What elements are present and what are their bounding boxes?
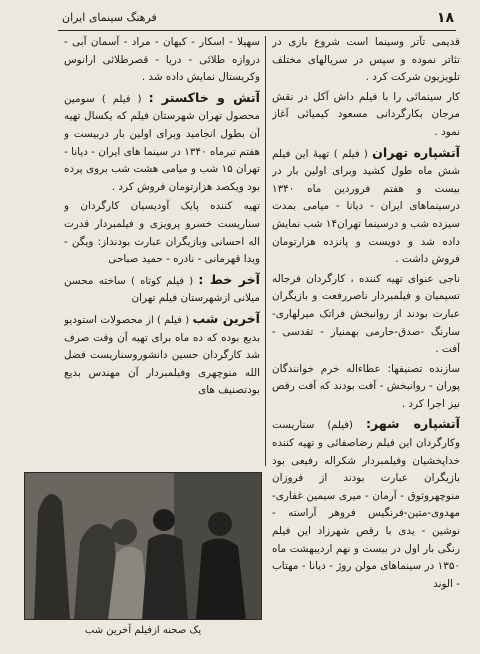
column-left — [64, 34, 260, 464]
body-paragraph: سازنده تصنیفها: عطاءاله خرم خوانندگان پوران - روانبخش - آفت بودند که آفت رقص نیز اجرا کرد . — [272, 362, 460, 410]
page-header — [58, 8, 456, 31]
entry-title: آتشپاره شهر: — [365, 416, 460, 432]
dictionary-entry — [64, 271, 260, 308]
entry-body: سومین محصول تهران شهرستان فیلم که یکسال تهیه آن بطول انجامید وبرای اولین بار دربیست و هفتم تیرماه ۱۳۴۰ در سینما های ایران - دیانا - تهران ۱۵ شب و میامی هشت شب بروی پرده بود ویکصد هزارتومان فروش کرد . — [64, 92, 260, 193]
dictionary-entry — [272, 144, 460, 269]
running-title: فرهنگ سینمای ایران — [62, 11, 157, 24]
dictionary-entry — [64, 89, 260, 197]
entry-tag: ( فیلم ) — [333, 148, 368, 160]
body-paragraph: تهیه کننده پایک آودیسیان کارگردان و سناریست خسرو پرویزی و فیلمبردار قدرت اله احسانی وبازیگران عبارت بودنداز: ویگن - ویدا قهرمانی - نادره - حمید صباحی — [64, 200, 260, 266]
entry-body: ساخته محسن میلانی ازشهرستان فیلم تهران — [64, 274, 260, 305]
entry-body: سناریست وکارگردان این فیلم رضاصفائی و تهیه کننده خداپخشیان وفیلمبردار شکراله رفیعی بود بازیگران عبارت بودند از فروزان منوچهروثوق - آرمان - میری سیمین غفاری-مهدوی-متین-فرنگیس فروهر آراسته - نوشین - یدی با رقص شهرزاد این فیلم رنگی بار اول در بیست و نهم اردیبهشت ماه ۱۳۵۰ در سینماهای مولن روژ - دیانا - مهتاب - الوند — [272, 419, 460, 590]
entry-tag: ( فیلم ) از — [146, 314, 190, 326]
page-number: ۱۸ — [436, 10, 454, 26]
dictionary-entry — [272, 415, 460, 593]
entry-body: محصولات استودیو بدیع بوده که ده ماه برای تهیه آن وقت صرف شد کارگردان حسین دانشوروسناریست فضل الله منوچهری وفیلمبردار آن مهندس بدیع بودتصنیف های — [64, 313, 260, 397]
entry-title: آخرین شب — [192, 310, 260, 326]
entry-title: آتش و خاکستر : — [148, 89, 260, 105]
entry-body: تهیهٔ این فیلم شش ماه طول کشید وبرای اولین بار در بیست و هفتم فروردین ماه ۱۳۴۰ درسینماهای ایران - دیانا - میامی بمدت سیزده شب و درسینما تهران۱۴ شب نمایش داده شد و دویست و پانزده هزارتومان فروش داشت . — [272, 147, 460, 266]
column-right — [272, 34, 460, 646]
film-still-photo — [24, 472, 262, 620]
film-still-image — [24, 472, 262, 620]
body-paragraph: سهیلا - اسکار - کیهان - مراد - آسمان آبی - دروازه طلائی - دریا - قصرطلائی ارانوس وکریستال نمایش داده شد . — [64, 36, 260, 84]
column-divider — [265, 36, 266, 466]
entry-tag: (فیلم) — [327, 420, 353, 432]
body-paragraph: قدیمی تآتر وسینما است شروع بازی در تئاتر نموده و سپس در سریالهای مختلف تلویزیون شرکت کرد . — [272, 36, 460, 84]
entry-title: آتشپاره تهران — [372, 144, 460, 160]
photo-caption: یک صحنه ازفیلم آخرین شب — [84, 625, 202, 636]
body-paragraph: کار سینمائی را با فیلم داش آکل در نقش مرجان بکارگردانی مسعود کیمیائی آغاز نمود . — [272, 90, 460, 138]
body-paragraph: ناجی عنوای تهیه کننده ، کارگردان فرجاله تسیمیان و فیلمبردار ناصررفعت و بازیگران عبارت بودند از روانبخش فراتک میرلهاری-سارنگ -صدق-حارمی بهمنیار - تقدسی - آفت . — [272, 272, 460, 356]
entry-tag: ( فیلم ) — [101, 93, 142, 105]
entry-tag: ( فیلم کوتاه ) — [131, 275, 194, 287]
dictionary-entry — [64, 310, 260, 400]
entry-title: آخر خط : — [198, 271, 260, 287]
